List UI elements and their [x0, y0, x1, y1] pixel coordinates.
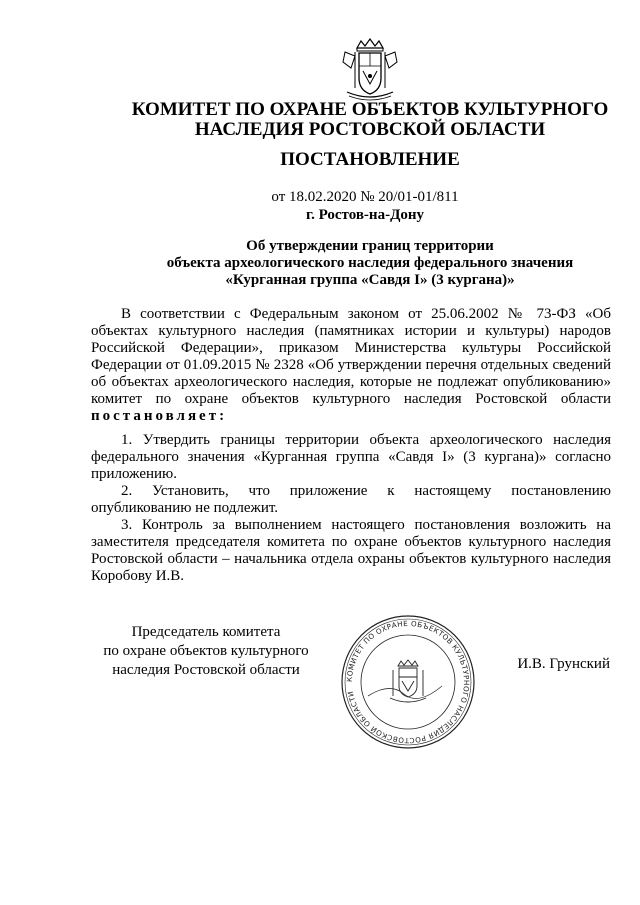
- document-date-number: от 18.02.2020 № 20/01-01/811: [271, 189, 459, 205]
- list-item: 3. Контроль за выполнением настоящего постановления возложить на заместителя председателя комитета по охране объектов культурного наследия Ростовской области – начальника отдела охраны объектов культурного наследия Коробову И.В.: [91, 517, 611, 584]
- intro-text: В соответствии с Федеральным законом от 25.06.2002 № 73-ФЗ «Об объектах культурного наследия (памятниках истории и культуры) народов Российской Федерации», приказом Министерства культуры Российской Федерации от 01.09.2015 № 2328 «Об утверждении перечня отдельных сведений об объектах археологического наследия, которые не подлежат опубликованию» комитет по охране объектов культурного наследия Ростовской области: [91, 306, 611, 407]
- resolution-list: [91, 432, 611, 585]
- document-city: г. Ростов-на-Дону: [305, 207, 425, 223]
- signatory-name: И.В. Грунский: [517, 656, 610, 672]
- rostov-region-coat-of-arms-icon: [337, 38, 403, 104]
- list-item: 1. Утвердить границы территории объекта археологического наследия федерального значения «Курганная группа «Савдя I» (3 кургана)» согласно приложению.: [91, 432, 611, 482]
- organization-name: КОМИТЕТ ПО ОХРАНЕ ОБЪЕКТОВ КУЛЬТУРНОГО НАСЛЕДИЯ РОСТОВСКОЙ ОБЛАСТИ: [131, 99, 609, 140]
- document-subject: Об утверждении границ территории объекта археологического наследия федерального значения «Курганная группа «Савдя I» (3 кургана)»: [166, 238, 574, 288]
- stamp-text: КОМИТЕТ ПО ОХРАНЕ ОБЪЕКТОВ КУЛЬТУРНОГО НАСЛЕДИЯ РОСТОВСКОЙ ОБЛАСТИ: [344, 618, 472, 746]
- document-type: ПОСТАНОВЛЕНИЕ: [280, 149, 460, 170]
- signatory-position: Председатель комитета по охране объектов культурного наследия Ростовской области: [103, 624, 309, 678]
- svg-text:КОМИТЕТ ПО ОХРАНЕ ОБЪЕКТОВ КУЛ: [345, 619, 471, 745]
- list-item: 2. Установить, что приложение к настоящему постановлению опубликованию не подлежит.: [91, 483, 611, 516]
- official-round-seal-icon: [338, 612, 478, 752]
- resolves-word: постановляет:: [91, 408, 228, 424]
- intro-paragraph: [91, 306, 611, 425]
